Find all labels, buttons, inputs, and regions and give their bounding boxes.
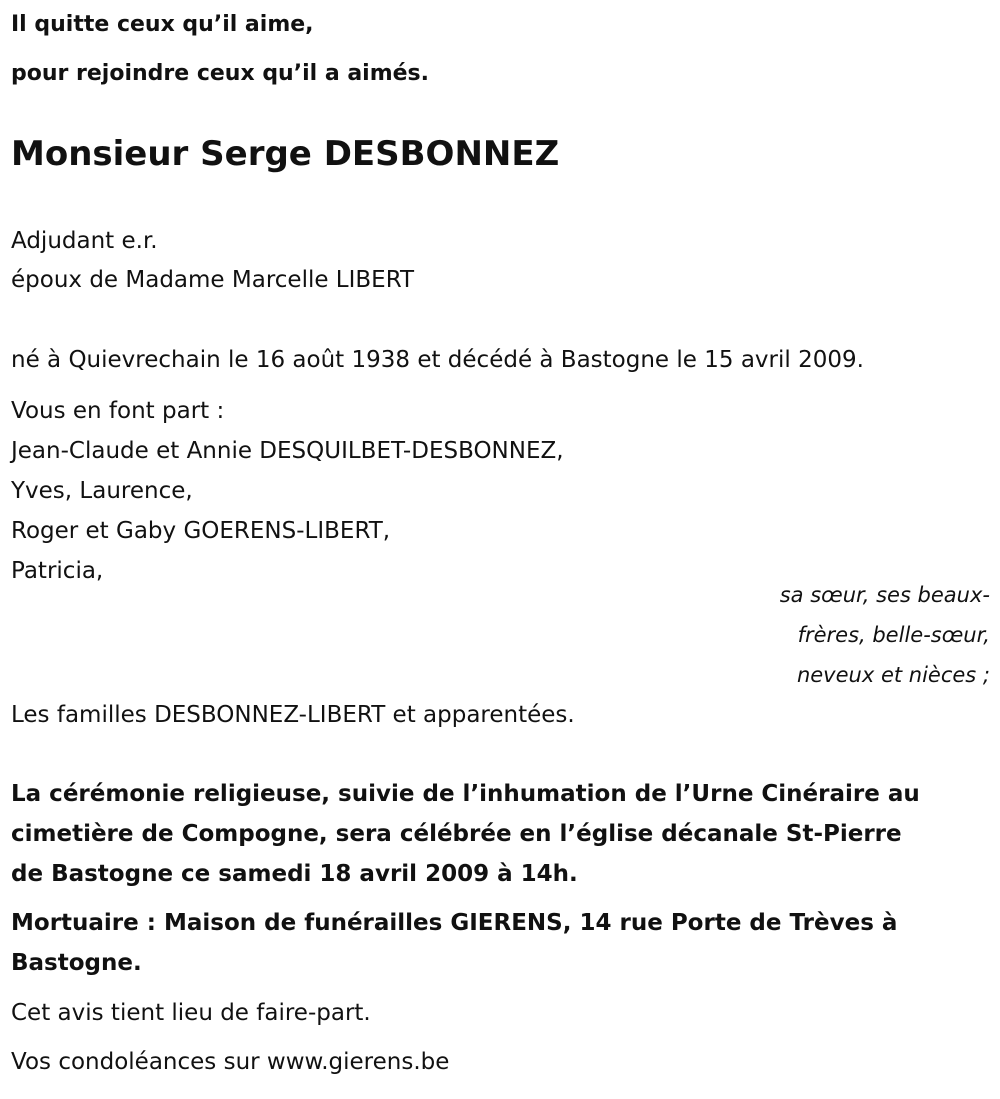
- mortuary-line: Bastogne.: [11, 950, 142, 976]
- deceased-name: Monsieur Serge DESBONNEZ: [11, 134, 560, 174]
- family-member: Jean-Claude et Annie DESQUILBET-DESBONNEZ,: [11, 438, 564, 464]
- family-member: Roger et Gaby GOERENS-LIBERT,: [11, 518, 391, 544]
- epigraph-line-1: Il quitte ceux qu’il aime,: [11, 12, 314, 37]
- ceremony-line: cimetière de Compogne, sera célébrée en l’église décanale St-Pierre: [11, 821, 902, 847]
- family-relation-line: frères, belle-sœur,: [797, 623, 990, 647]
- family-relation-line: neveux et nièces ;: [796, 663, 990, 687]
- deceased-spouse: époux de Madame Marcelle LIBERT: [11, 267, 415, 293]
- deceased-dates: né à Quievrechain le 16 août 1938 et décédé à Bastogne le 15 avril 2009.: [11, 347, 864, 373]
- family-member: Patricia,: [11, 558, 104, 584]
- ceremony-line: La cérémonie religieuse, suivie de l’inhumation de l’Urne Cinéraire au: [11, 781, 920, 807]
- family-member: Yves, Laurence,: [11, 478, 193, 504]
- epigraph-line-2: pour rejoindre ceux qu’il a aimés.: [11, 61, 430, 86]
- deceased-rank: Adjudant e.r.: [11, 228, 158, 254]
- families-line: Les familles DESBONNEZ-LIBERT et apparentées.: [11, 702, 575, 728]
- mortuary-line: Mortuaire : Maison de funérailles GIERENS, 14 rue Porte de Trèves à: [11, 910, 898, 936]
- notice-line: Cet avis tient lieu de faire-part.: [11, 1000, 371, 1026]
- family-relation-line: sa sœur, ses beaux-: [779, 583, 990, 607]
- condolences-line: Vos condoléances sur www.gierens.be: [11, 1049, 450, 1075]
- family-intro: Vous en font part :: [11, 398, 225, 424]
- ceremony-line: de Bastogne ce samedi 18 avril 2009 à 14h.: [11, 861, 578, 887]
